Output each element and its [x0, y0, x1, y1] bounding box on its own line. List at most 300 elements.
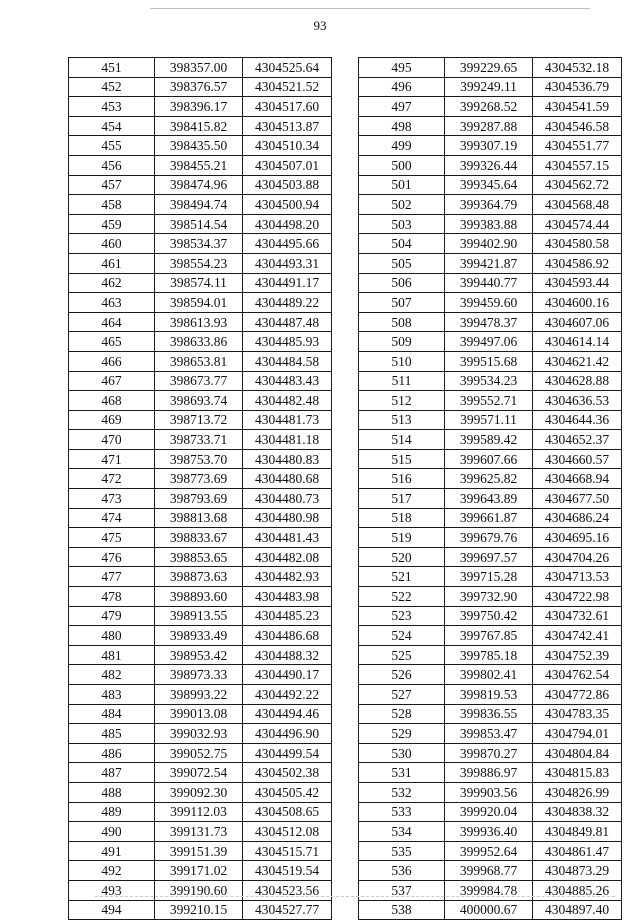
- y-coordinate-cell: 4304586.92: [533, 253, 622, 273]
- table-row: [359, 685, 622, 705]
- y-coordinate-cell: 4304515.71: [243, 841, 332, 861]
- y-coordinate-cell: 4304505.42: [243, 782, 332, 802]
- table-row: [359, 841, 622, 861]
- table-row: [359, 489, 622, 509]
- y-coordinate-cell: 4304527.77: [243, 900, 332, 920]
- point-number-cell: 534: [359, 822, 445, 842]
- point-number-cell: 489: [69, 802, 155, 822]
- table-row: [69, 175, 332, 195]
- x-coordinate-cell: 398653.81: [155, 351, 243, 371]
- y-coordinate-cell: 4304732.61: [533, 606, 622, 626]
- point-number-cell: 456: [69, 155, 155, 175]
- point-number-cell: 523: [359, 606, 445, 626]
- y-coordinate-cell: 4304762.54: [533, 665, 622, 685]
- point-number-cell: 473: [69, 489, 155, 509]
- x-coordinate-cell: 398474.96: [155, 175, 243, 195]
- table-row: [69, 802, 332, 822]
- table-row: [69, 371, 332, 391]
- point-number-cell: 521: [359, 567, 445, 587]
- point-number-cell: 504: [359, 234, 445, 254]
- y-coordinate-cell: 4304536.79: [533, 77, 622, 97]
- x-coordinate-cell: 398773.69: [155, 469, 243, 489]
- y-coordinate-cell: 4304885.26: [533, 880, 622, 900]
- y-coordinate-cell: 4304491.17: [243, 273, 332, 293]
- point-number-cell: 505: [359, 253, 445, 273]
- x-coordinate-cell: 398893.60: [155, 587, 243, 607]
- point-number-cell: 520: [359, 547, 445, 567]
- point-number-cell: 461: [69, 253, 155, 273]
- y-coordinate-cell: 4304481.18: [243, 430, 332, 450]
- y-coordinate-cell: 4304480.98: [243, 508, 332, 528]
- point-number-cell: 499: [359, 136, 445, 156]
- table-row: [69, 763, 332, 783]
- table-row: [359, 567, 622, 587]
- table-row: [359, 606, 622, 626]
- point-number-cell: 524: [359, 626, 445, 646]
- y-coordinate-cell: 4304686.24: [533, 508, 622, 528]
- point-number-cell: 455: [69, 136, 155, 156]
- table-row: [359, 469, 622, 489]
- table-row: [69, 587, 332, 607]
- table-row: [69, 606, 332, 626]
- point-number-cell: 491: [69, 841, 155, 861]
- table-row: [69, 704, 332, 724]
- x-coordinate-cell: 399750.42: [445, 606, 533, 626]
- x-coordinate-cell: 399402.90: [445, 234, 533, 254]
- x-coordinate-cell: 399326.44: [445, 155, 533, 175]
- table-row: [359, 547, 622, 567]
- y-coordinate-cell: 4304483.43: [243, 371, 332, 391]
- table-row: [69, 58, 332, 78]
- x-coordinate-cell: 399968.77: [445, 861, 533, 881]
- y-coordinate-cell: 4304628.88: [533, 371, 622, 391]
- point-number-cell: 485: [69, 724, 155, 744]
- y-coordinate-cell: 4304861.47: [533, 841, 622, 861]
- point-number-cell: 517: [359, 489, 445, 509]
- x-coordinate-cell: 398693.74: [155, 391, 243, 411]
- x-coordinate-cell: 399478.37: [445, 312, 533, 332]
- x-coordinate-cell: 398853.65: [155, 547, 243, 567]
- point-number-cell: 531: [359, 763, 445, 783]
- x-coordinate-cell: 398376.57: [155, 77, 243, 97]
- table-row: [359, 587, 622, 607]
- table-row: [69, 351, 332, 371]
- x-coordinate-cell: 399886.97: [445, 763, 533, 783]
- y-coordinate-cell: 4304621.42: [533, 351, 622, 371]
- x-coordinate-cell: 399092.30: [155, 782, 243, 802]
- x-coordinate-cell: 398953.42: [155, 645, 243, 665]
- y-coordinate-cell: 4304502.38: [243, 763, 332, 783]
- table-row: [69, 332, 332, 352]
- point-number-cell: 506: [359, 273, 445, 293]
- x-coordinate-cell: 399819.53: [445, 685, 533, 705]
- x-coordinate-cell: 399802.41: [445, 665, 533, 685]
- point-number-cell: 535: [359, 841, 445, 861]
- point-number-cell: 530: [359, 743, 445, 763]
- point-number-cell: 471: [69, 449, 155, 469]
- table-row: [69, 743, 332, 763]
- x-coordinate-cell: 398633.86: [155, 332, 243, 352]
- table-row: [359, 449, 622, 469]
- point-number-cell: 496: [359, 77, 445, 97]
- x-coordinate-cell: 399190.60: [155, 880, 243, 900]
- x-coordinate-cell: 398574.11: [155, 273, 243, 293]
- point-number-cell: 503: [359, 214, 445, 234]
- y-coordinate-cell: 4304513.87: [243, 116, 332, 136]
- y-coordinate-cell: 4304488.32: [243, 645, 332, 665]
- x-coordinate-cell: 399345.64: [445, 175, 533, 195]
- y-coordinate-cell: 4304568.48: [533, 195, 622, 215]
- table-row: [69, 430, 332, 450]
- x-coordinate-cell: 399552.71: [445, 391, 533, 411]
- point-number-cell: 536: [359, 861, 445, 881]
- x-coordinate-cell: 398494.74: [155, 195, 243, 215]
- x-coordinate-cell: 398993.22: [155, 685, 243, 705]
- table-row: [359, 410, 622, 430]
- point-number-cell: 528: [359, 704, 445, 724]
- point-number-cell: 500: [359, 155, 445, 175]
- y-coordinate-cell: 4304704.26: [533, 547, 622, 567]
- point-number-cell: 501: [359, 175, 445, 195]
- point-number-cell: 484: [69, 704, 155, 724]
- y-coordinate-cell: 4304481.73: [243, 410, 332, 430]
- point-number-cell: 510: [359, 351, 445, 371]
- x-coordinate-cell: 399268.52: [445, 97, 533, 117]
- table-row: [359, 430, 622, 450]
- point-number-cell: 519: [359, 528, 445, 548]
- y-coordinate-cell: 4304600.16: [533, 293, 622, 313]
- coordinates-table-right-body: [359, 58, 622, 920]
- table-row: [69, 567, 332, 587]
- y-coordinate-cell: 4304482.93: [243, 567, 332, 587]
- y-coordinate-cell: 4304510.34: [243, 136, 332, 156]
- x-coordinate-cell: 398733.71: [155, 430, 243, 450]
- y-coordinate-cell: 4304722.98: [533, 587, 622, 607]
- point-number-cell: 469: [69, 410, 155, 430]
- y-coordinate-cell: 4304508.65: [243, 802, 332, 822]
- y-coordinate-cell: 4304521.52: [243, 77, 332, 97]
- table-row: [69, 547, 332, 567]
- y-coordinate-cell: 4304507.01: [243, 155, 332, 175]
- y-coordinate-cell: 4304523.56: [243, 880, 332, 900]
- x-coordinate-cell: 399307.19: [445, 136, 533, 156]
- x-coordinate-cell: 398673.77: [155, 371, 243, 391]
- x-coordinate-cell: 399936.40: [445, 822, 533, 842]
- x-coordinate-cell: 398613.93: [155, 312, 243, 332]
- y-coordinate-cell: 4304838.32: [533, 802, 622, 822]
- table-row: [359, 743, 622, 763]
- point-number-cell: 486: [69, 743, 155, 763]
- table-row: [69, 626, 332, 646]
- top-rule: [150, 8, 590, 9]
- x-coordinate-cell: 399853.47: [445, 724, 533, 744]
- table-row: [69, 234, 332, 254]
- table-row: [69, 77, 332, 97]
- y-coordinate-cell: 4304713.53: [533, 567, 622, 587]
- table-row: [69, 665, 332, 685]
- coordinates-table-left-body: [69, 58, 332, 920]
- table-row: [359, 155, 622, 175]
- x-coordinate-cell: 399679.76: [445, 528, 533, 548]
- x-coordinate-cell: 399072.54: [155, 763, 243, 783]
- point-number-cell: 460: [69, 234, 155, 254]
- table-row: [359, 763, 622, 783]
- y-coordinate-cell: 4304815.83: [533, 763, 622, 783]
- y-coordinate-cell: 4304660.57: [533, 449, 622, 469]
- y-coordinate-cell: 4304551.77: [533, 136, 622, 156]
- point-number-cell: 538: [359, 900, 445, 920]
- x-coordinate-cell: 398396.17: [155, 97, 243, 117]
- table-row: [69, 253, 332, 273]
- table-row: [69, 293, 332, 313]
- point-number-cell: 537: [359, 880, 445, 900]
- table-row: [69, 861, 332, 881]
- y-coordinate-cell: 4304532.18: [533, 58, 622, 78]
- table-row: [359, 508, 622, 528]
- table-row: [359, 626, 622, 646]
- point-number-cell: 472: [69, 469, 155, 489]
- point-number-cell: 470: [69, 430, 155, 450]
- table-row: [359, 724, 622, 744]
- x-coordinate-cell: 399984.78: [445, 880, 533, 900]
- point-number-cell: 452: [69, 77, 155, 97]
- table-row: [69, 822, 332, 842]
- x-coordinate-cell: 399459.60: [445, 293, 533, 313]
- y-coordinate-cell: 4304489.22: [243, 293, 332, 313]
- table-row: [69, 880, 332, 900]
- x-coordinate-cell: 398973.33: [155, 665, 243, 685]
- table-row: [359, 175, 622, 195]
- point-number-cell: 478: [69, 587, 155, 607]
- y-coordinate-cell: 4304695.16: [533, 528, 622, 548]
- x-coordinate-cell: 399421.87: [445, 253, 533, 273]
- x-coordinate-cell: 398933.49: [155, 626, 243, 646]
- table-row: [359, 136, 622, 156]
- table-row: [359, 312, 622, 332]
- y-coordinate-cell: 4304849.81: [533, 822, 622, 842]
- y-coordinate-cell: 4304517.60: [243, 97, 332, 117]
- table-row: [359, 253, 622, 273]
- x-coordinate-cell: 399287.88: [445, 116, 533, 136]
- point-number-cell: 453: [69, 97, 155, 117]
- point-number-cell: 468: [69, 391, 155, 411]
- y-coordinate-cell: 4304794.01: [533, 724, 622, 744]
- y-coordinate-cell: 4304482.08: [243, 547, 332, 567]
- table-row: [359, 58, 622, 78]
- table-row: [359, 116, 622, 136]
- table-row: [359, 528, 622, 548]
- table-row: [359, 391, 622, 411]
- table-row: [69, 449, 332, 469]
- x-coordinate-cell: 399661.87: [445, 508, 533, 528]
- table-row: [359, 782, 622, 802]
- x-coordinate-cell: 399249.11: [445, 77, 533, 97]
- x-coordinate-cell: 399643.89: [445, 489, 533, 509]
- x-coordinate-cell: 399920.04: [445, 802, 533, 822]
- y-coordinate-cell: 4304519.54: [243, 861, 332, 881]
- table-row: [359, 234, 622, 254]
- coordinates-table-left: [68, 57, 332, 920]
- x-coordinate-cell: 399171.02: [155, 861, 243, 881]
- y-coordinate-cell: 4304668.94: [533, 469, 622, 489]
- point-number-cell: 482: [69, 665, 155, 685]
- x-coordinate-cell: 398793.69: [155, 489, 243, 509]
- point-number-cell: 477: [69, 567, 155, 587]
- table-row: [359, 665, 622, 685]
- y-coordinate-cell: 4304493.31: [243, 253, 332, 273]
- table-row: [359, 371, 622, 391]
- table-row: [69, 410, 332, 430]
- x-coordinate-cell: 399229.65: [445, 58, 533, 78]
- table-row: [359, 77, 622, 97]
- table-row: [359, 802, 622, 822]
- table-row: [359, 195, 622, 215]
- x-coordinate-cell: 399732.90: [445, 587, 533, 607]
- x-coordinate-cell: 398455.21: [155, 155, 243, 175]
- x-coordinate-cell: 399515.68: [445, 351, 533, 371]
- table-row: [359, 900, 622, 920]
- y-coordinate-cell: 4304783.35: [533, 704, 622, 724]
- table-row: [359, 880, 622, 900]
- x-coordinate-cell: 399697.57: [445, 547, 533, 567]
- point-number-cell: 513: [359, 410, 445, 430]
- x-coordinate-cell: 398415.82: [155, 116, 243, 136]
- x-coordinate-cell: 398913.55: [155, 606, 243, 626]
- y-coordinate-cell: 4304480.68: [243, 469, 332, 489]
- x-coordinate-cell: 399151.39: [155, 841, 243, 861]
- point-number-cell: 533: [359, 802, 445, 822]
- point-number-cell: 511: [359, 371, 445, 391]
- point-number-cell: 479: [69, 606, 155, 626]
- y-coordinate-cell: 4304742.41: [533, 626, 622, 646]
- x-coordinate-cell: 398357.00: [155, 58, 243, 78]
- x-coordinate-cell: 399013.08: [155, 704, 243, 724]
- y-coordinate-cell: 4304562.72: [533, 175, 622, 195]
- x-coordinate-cell: 400000.67: [445, 900, 533, 920]
- y-coordinate-cell: 4304485.23: [243, 606, 332, 626]
- point-number-cell: 459: [69, 214, 155, 234]
- point-number-cell: 462: [69, 273, 155, 293]
- point-number-cell: 507: [359, 293, 445, 313]
- x-coordinate-cell: 398813.68: [155, 508, 243, 528]
- y-coordinate-cell: 4304482.48: [243, 391, 332, 411]
- point-number-cell: 481: [69, 645, 155, 665]
- x-coordinate-cell: 399952.64: [445, 841, 533, 861]
- table-row: [359, 97, 622, 117]
- y-coordinate-cell: 4304574.44: [533, 214, 622, 234]
- y-coordinate-cell: 4304614.14: [533, 332, 622, 352]
- x-coordinate-cell: 399534.23: [445, 371, 533, 391]
- y-coordinate-cell: 4304496.90: [243, 724, 332, 744]
- y-coordinate-cell: 4304752.39: [533, 645, 622, 665]
- point-number-cell: 475: [69, 528, 155, 548]
- point-number-cell: 514: [359, 430, 445, 450]
- point-number-cell: 464: [69, 312, 155, 332]
- y-coordinate-cell: 4304503.88: [243, 175, 332, 195]
- table-row: [359, 822, 622, 842]
- y-coordinate-cell: 4304557.15: [533, 155, 622, 175]
- x-coordinate-cell: 398554.23: [155, 253, 243, 273]
- y-coordinate-cell: 4304546.58: [533, 116, 622, 136]
- x-coordinate-cell: 399497.06: [445, 332, 533, 352]
- y-coordinate-cell: 4304804.84: [533, 743, 622, 763]
- y-coordinate-cell: 4304873.29: [533, 861, 622, 881]
- y-coordinate-cell: 4304486.68: [243, 626, 332, 646]
- table-row: [69, 900, 332, 920]
- x-coordinate-cell: 399112.03: [155, 802, 243, 822]
- point-number-cell: 493: [69, 880, 155, 900]
- x-coordinate-cell: 399131.73: [155, 822, 243, 842]
- table-row: [69, 528, 332, 548]
- x-coordinate-cell: 399383.88: [445, 214, 533, 234]
- y-coordinate-cell: 4304492.22: [243, 685, 332, 705]
- point-number-cell: 526: [359, 665, 445, 685]
- page-number: 93: [313, 18, 327, 33]
- point-number-cell: 465: [69, 332, 155, 352]
- table-row: [359, 351, 622, 371]
- point-number-cell: 488: [69, 782, 155, 802]
- y-coordinate-cell: 4304487.48: [243, 312, 332, 332]
- table-row: [359, 704, 622, 724]
- point-number-cell: 458: [69, 195, 155, 215]
- point-number-cell: 522: [359, 587, 445, 607]
- y-coordinate-cell: 4304480.83: [243, 449, 332, 469]
- table-row: [69, 469, 332, 489]
- table-row: [69, 391, 332, 411]
- y-coordinate-cell: 4304500.94: [243, 195, 332, 215]
- x-coordinate-cell: 399210.15: [155, 900, 243, 920]
- y-coordinate-cell: 4304483.98: [243, 587, 332, 607]
- point-number-cell: 467: [69, 371, 155, 391]
- point-number-cell: 454: [69, 116, 155, 136]
- point-number-cell: 487: [69, 763, 155, 783]
- point-number-cell: 476: [69, 547, 155, 567]
- y-coordinate-cell: 4304826.99: [533, 782, 622, 802]
- x-coordinate-cell: 399870.27: [445, 743, 533, 763]
- y-coordinate-cell: 4304677.50: [533, 489, 622, 509]
- table-row: [359, 645, 622, 665]
- table-row: [69, 97, 332, 117]
- table-row: [69, 489, 332, 509]
- y-coordinate-cell: 4304607.06: [533, 312, 622, 332]
- x-coordinate-cell: 398873.63: [155, 567, 243, 587]
- point-number-cell: 516: [359, 469, 445, 489]
- point-number-cell: 483: [69, 685, 155, 705]
- x-coordinate-cell: 399364.79: [445, 195, 533, 215]
- table-row: [359, 861, 622, 881]
- y-coordinate-cell: 4304481.43: [243, 528, 332, 548]
- x-coordinate-cell: 399589.42: [445, 430, 533, 450]
- point-number-cell: 525: [359, 645, 445, 665]
- table-row: [69, 645, 332, 665]
- x-coordinate-cell: 399607.66: [445, 449, 533, 469]
- x-coordinate-cell: 398594.01: [155, 293, 243, 313]
- table-row: [359, 293, 622, 313]
- point-number-cell: 498: [359, 116, 445, 136]
- x-coordinate-cell: 399440.77: [445, 273, 533, 293]
- y-coordinate-cell: 4304580.58: [533, 234, 622, 254]
- x-coordinate-cell: 398514.54: [155, 214, 243, 234]
- point-number-cell: 490: [69, 822, 155, 842]
- bottom-rule: [95, 896, 615, 897]
- point-number-cell: 492: [69, 861, 155, 881]
- y-coordinate-cell: 4304498.20: [243, 214, 332, 234]
- y-coordinate-cell: 4304636.53: [533, 391, 622, 411]
- y-coordinate-cell: 4304652.37: [533, 430, 622, 450]
- x-coordinate-cell: 399767.85: [445, 626, 533, 646]
- point-number-cell: 494: [69, 900, 155, 920]
- table-row: [359, 273, 622, 293]
